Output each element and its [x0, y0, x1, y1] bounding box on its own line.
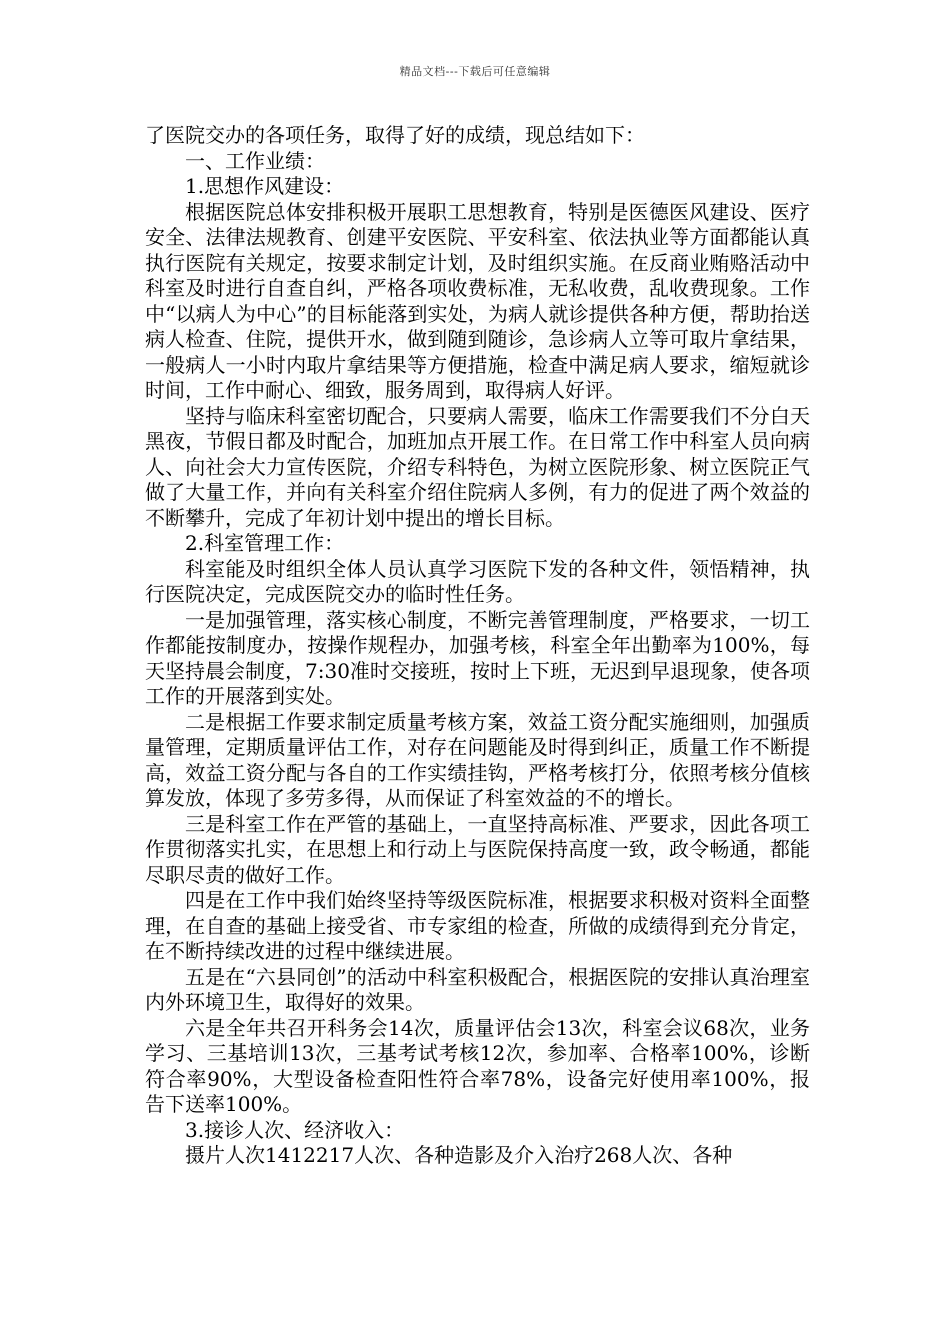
paragraph: 摄片人次1412217人次、各种造影及介入治疗268人次、各种 [185, 1143, 733, 1167]
paragraph: 了医院交办的各项任务，取得了好的成绩，现总结如下： [145, 123, 645, 147]
paragraph: 一、工作业绩： [185, 148, 325, 173]
paragraph: 二是根据工作要求制定质量考核方案，效益工资分配实施细则，加强质量管理，定期质量评估工作，对存在问题能及时得到纠正，质量工作不断提高，效益工资分配与各自的工作实绩挂钩，严格考核打分，依照考核分值核算发放，体现了多劳多得，从而保证了科室效益的不的增长。 [145, 709, 810, 810]
paragraph: 四是在工作中我们始终坚持等级医院标准，根据要求积极对资料全面整理，在自查的基础上接受省、市专家组的检查，所做的成绩得到充分肯定，在不断持续改进的过程中继续进展。 [145, 888, 810, 963]
paragraph: 一是加强管理，落实核心制度，不断完善管理制度，严格要求，一切工作都能按制度办，按操作规程办，加强考核，科室全年出勤率为100%，每天坚持晨会制度，7:30准时交接班，按时上下班，无迟到早退现象，使各项工作的开展落到实处。 [145, 607, 810, 708]
paragraph: 根据医院总体安排积极开展职工思想教育，特别是医德医风建设、医疗安全、法律法规教育、创建平安医院、平安科室、依法执业等方面都能认真执行医院有关规定，按要求制定计划，及时组织实施。在反商业贿赂活动中科室及时进行自查自纠，严格各项收费标准，无私收费，乱收费现象。工作中“以病人为中心”的目标能落到实处，为病人就诊提供各种方便，帮助抬送病人检查、住院，提供开水，做到随到随诊，急诊病人立等可取片拿结果，一般病人一小时内取片拿结果等方便措施，检查中满足病人要求，缩短就诊时间，工作中耐心、细致，服务周到，取得病人好评。 [145, 199, 810, 402]
paragraph: 2.科室管理工作： [185, 531, 345, 555]
paragraph: 1.思想作风建设： [185, 174, 345, 198]
paragraph: 六是全年共召开科务会14次，质量评估会13次，科室会议68次，业务学习、三基培训13次，三基考试考核12次，参加率、合格率100%，诊断符合率90%，大型设备检查阳性符合率78%，设备完好使用率100%，报告下送率100%。 [145, 1015, 810, 1116]
paragraph: 坚持与临床科室密切配合，只要病人需要，临床工作需要我们不分白天黑夜，节假日都及时配合，加班加点开展工作。在日常工作中科室人员向病人、向社会大力宣传医院，介绍专科特色，为树立医院形象、树立医院正气做了大量工作，并向有关科室介绍住院病人多例，有力的促进了两个效益的不断攀升，完成了年初计划中提出的增长目标。 [145, 403, 810, 530]
paragraph: 五是在“六县同创”的活动中科室积极配合，根据医院的安排认真治理室内外环境卫生，取得好的效果。 [145, 964, 810, 1014]
document-body [145, 123, 810, 1169]
paragraph: 3.接诊人次、经济收入： [185, 1117, 405, 1142]
page-header: 精品文档---下载后可任意编辑 [399, 65, 551, 78]
paragraph: 三是科室工作在严管的基础上，一直坚持高标准、严要求，因此各项工作贯彻落实扎实，在思想上和行动上与医院保持高度一致，政令畅通，都能尽职尽责的做好工作。 [145, 811, 810, 887]
paragraph: 科室能及时组织全体人员认真学习医院下发的各种文件，领悟精神，执行医院决定，完成医院交办的临时性任务。 [145, 556, 810, 606]
